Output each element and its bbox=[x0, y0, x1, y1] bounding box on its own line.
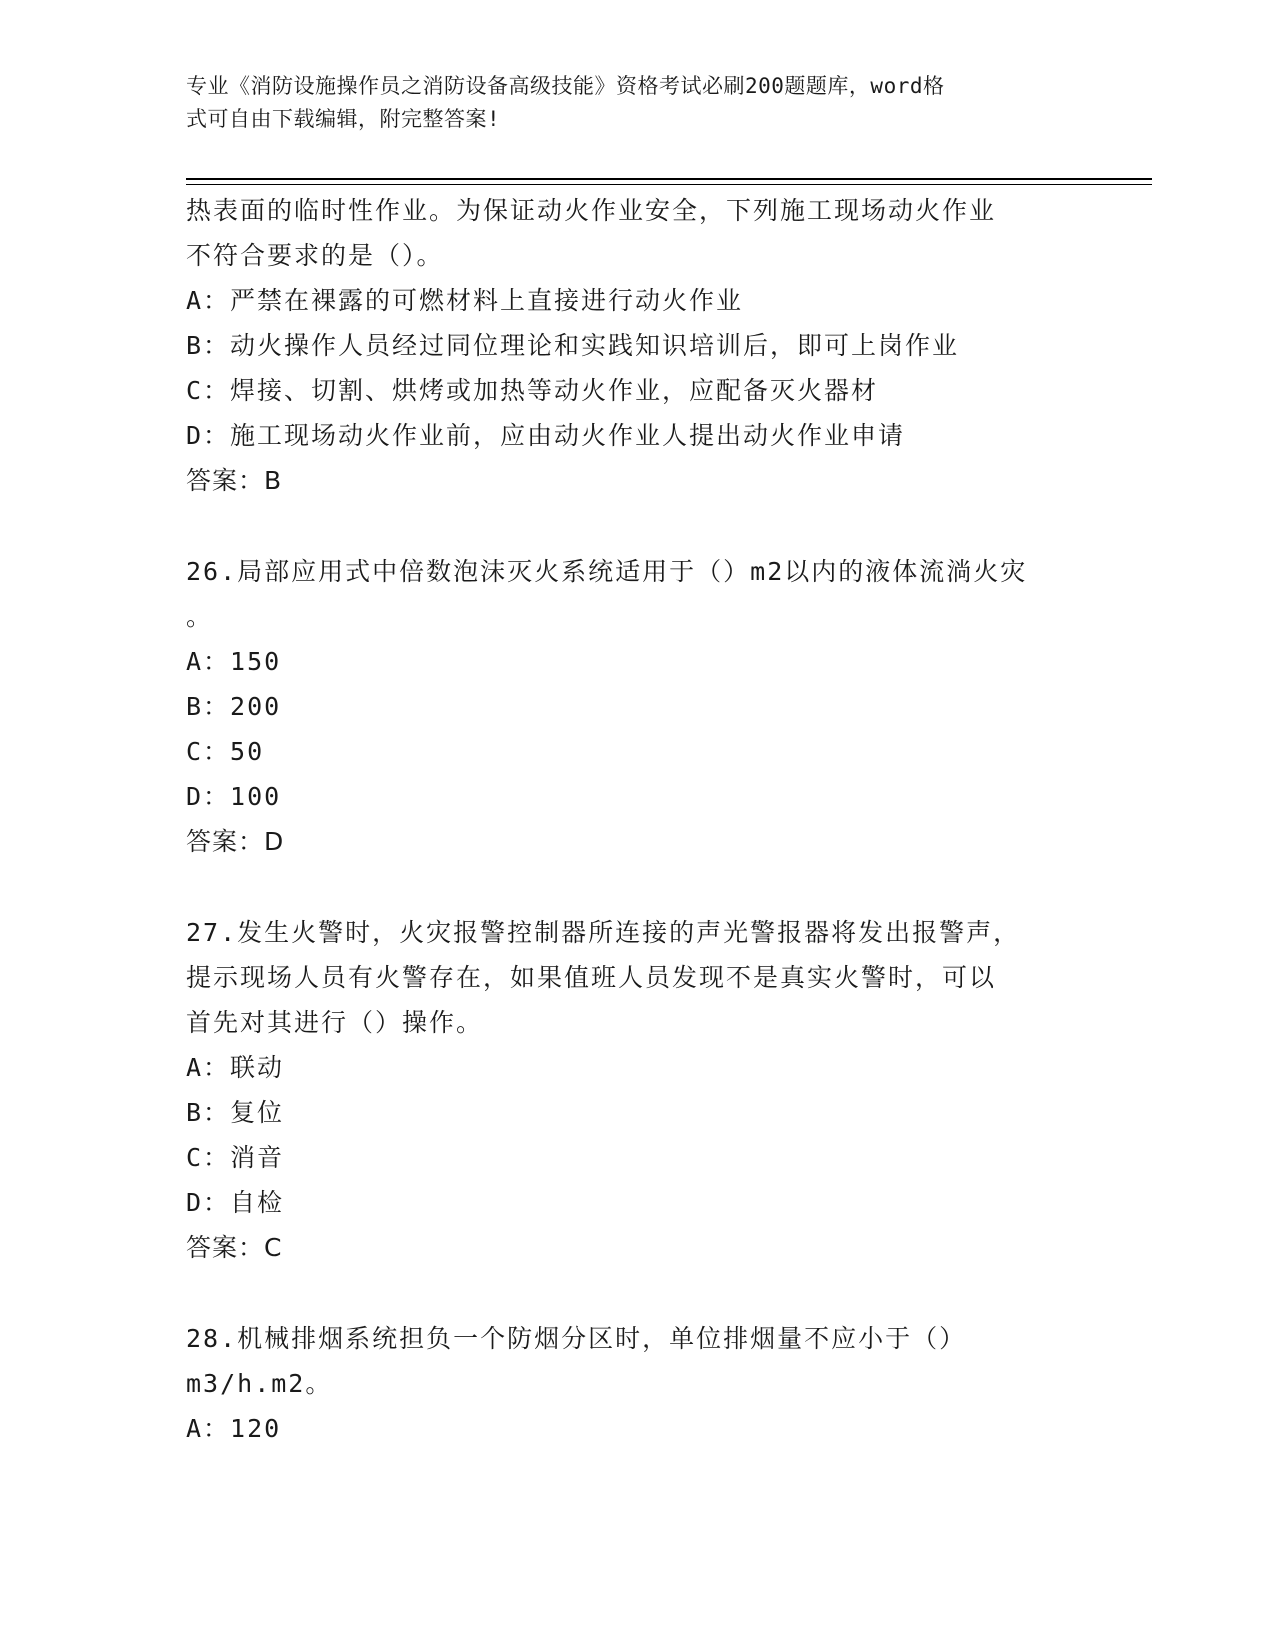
option-b: B：200 bbox=[186, 692, 282, 721]
question-26 bbox=[186, 549, 1086, 864]
question-text: 27.发生火警时，火灾报警控制器所连接的声光警报器将发出报警声， bbox=[186, 918, 1021, 947]
option-b: B：动火操作人员经过同位理论和实践知识培训后，即可上岗作业 bbox=[186, 331, 960, 360]
option-c: C：50 bbox=[186, 737, 265, 766]
document-header bbox=[186, 70, 1066, 136]
question-text: 提示现场人员有火警存在，如果值班人员发现不是真实火警时，可以 bbox=[186, 963, 997, 992]
header-divider-thin bbox=[186, 184, 1152, 185]
option-a: A：120 bbox=[186, 1414, 282, 1443]
question-text: 首先对其进行（）操作。 bbox=[186, 1008, 484, 1037]
option-c: C：焊接、切割、烘烤或加热等动火作业，应配备灭火器材 bbox=[186, 376, 879, 405]
answer-label: 答案：D bbox=[186, 827, 285, 856]
question-28 bbox=[186, 1316, 1086, 1451]
answer-label: 答案：C bbox=[186, 1233, 283, 1262]
header-line-1: 专业《消防设施操作员之消防设备高级技能》资格考试必刷200题题库，word格 bbox=[186, 74, 945, 98]
option-a: A：严禁在裸露的可燃材料上直接进行动火作业 bbox=[186, 286, 744, 315]
header-divider-thick bbox=[186, 178, 1152, 180]
question-text: 28.机械排烟系统担负一个防烟分区时，单位排烟量不应小于（） bbox=[186, 1324, 967, 1353]
option-d: D：100 bbox=[186, 782, 282, 811]
question-list bbox=[186, 188, 1086, 1451]
question-text: m3/h.m2。 bbox=[186, 1369, 333, 1398]
question-text: 热表面的临时性作业。为保证动火作业安全，下列施工现场动火作业 bbox=[186, 196, 997, 225]
option-a: A：150 bbox=[186, 647, 282, 676]
option-b: B：复位 bbox=[186, 1098, 285, 1127]
question-text: 26.局部应用式中倍数泡沫灭火系统适用于（）m2以内的液体流淌火灾 bbox=[186, 557, 1028, 586]
option-c: C：消音 bbox=[186, 1143, 285, 1172]
option-d: D：自检 bbox=[186, 1188, 285, 1217]
question-text: 。 bbox=[186, 602, 214, 631]
question-27 bbox=[186, 910, 1086, 1270]
header-line-2: 式可自由下载编辑，附完整答案! bbox=[186, 107, 501, 131]
answer-label: 答案：B bbox=[186, 466, 283, 495]
question-continued bbox=[186, 188, 1086, 503]
option-d: D：施工现场动火作业前，应由动火作业人提出动火作业申请 bbox=[186, 421, 906, 450]
option-a: A：联动 bbox=[186, 1053, 285, 1082]
question-text: 不符合要求的是（）。 bbox=[186, 241, 444, 270]
